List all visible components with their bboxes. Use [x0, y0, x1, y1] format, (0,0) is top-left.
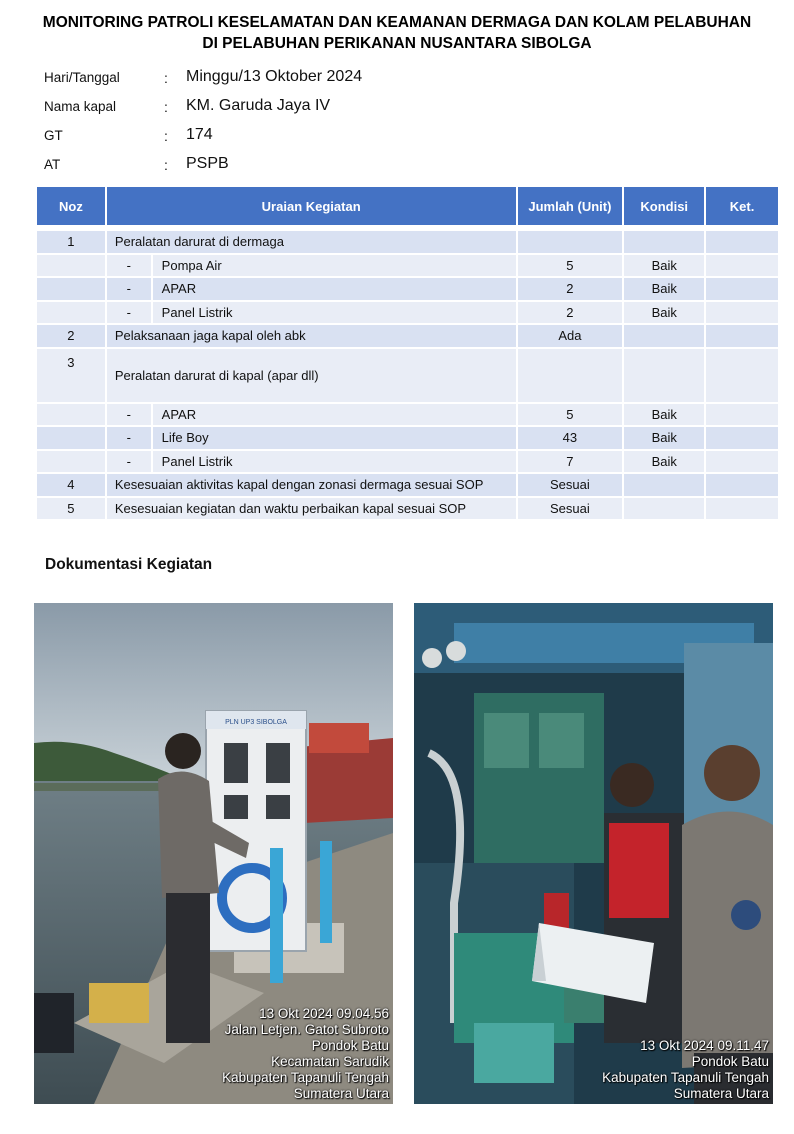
cell-description: Kesesuaian aktivitas kapal dengan zonasi dermaga sesuai SOP [106, 473, 517, 497]
cell-quantity: 5 [517, 403, 624, 427]
table-row [36, 254, 779, 278]
meta-value-at: PSPB [186, 155, 229, 172]
cell-no [36, 426, 106, 450]
cell-dash: - [106, 277, 152, 301]
cell-no: 2 [36, 324, 106, 348]
cell-notes [705, 301, 779, 325]
cell-dash: - [106, 301, 152, 325]
cell-condition: Baik [623, 277, 705, 301]
table-row [36, 473, 779, 497]
cell-condition: Baik [623, 403, 705, 427]
header-notes: Ket. [705, 186, 779, 226]
cell-notes [705, 277, 779, 301]
cell-condition: Baik [623, 301, 705, 325]
cell-dash: - [106, 403, 152, 427]
title-line-1: MONITORING PATROLI KESELAMATAN DAN KEAMANAN DERMAGA DAN KOLAM PELABUHAN [42, 14, 752, 31]
table-header-row [36, 186, 779, 226]
cell-condition: Baik [623, 254, 705, 278]
cell-notes [705, 497, 779, 521]
cell-no [36, 277, 106, 301]
stamp-line: Jalan Letjen. Gatot Subroto [224, 1022, 389, 1037]
photo-2-timestamp [602, 1038, 769, 1102]
cell-notes [705, 426, 779, 450]
cell-quantity: 2 [517, 301, 624, 325]
stamp-line: Pondok Batu [691, 1054, 769, 1069]
table-row [36, 403, 779, 427]
stamp-line: Sumatera Utara [293, 1086, 389, 1101]
cell-description: Pelaksanaan jaga kapal oleh abk [106, 324, 517, 348]
meta-label: GT [44, 128, 63, 143]
cell-dash: - [106, 450, 152, 474]
cell-description: APAR [152, 277, 517, 301]
header-description: Uraian Kegiatan [106, 186, 517, 226]
table-row [36, 301, 779, 325]
table-row [36, 324, 779, 348]
cell-description: Life Boy [152, 426, 517, 450]
cell-description: Kesesuaian kegiatan dan waktu perbaikan kapal sesuai SOP [106, 497, 517, 521]
table-row [36, 348, 779, 403]
meta-label: Nama kapal [44, 99, 117, 114]
cell-no [36, 403, 106, 427]
header-condition: Kondisi [623, 186, 705, 226]
cell-description: Peralatan darurat di kapal (apar dll) [106, 348, 517, 403]
table-row [36, 277, 779, 301]
stamp-line: Kecamatan Sarudik [271, 1054, 389, 1069]
cell-notes [705, 403, 779, 427]
stamp-line: Kabupaten Tapanuli Tengah [602, 1070, 769, 1085]
header-quantity: Jumlah (Unit) [517, 186, 624, 226]
cell-notes [705, 324, 779, 348]
cell-description: Pompa Air [152, 254, 517, 278]
meta-label: AT [44, 157, 61, 172]
table-row [36, 450, 779, 474]
cell-dash: - [106, 426, 152, 450]
photo-1-timestamp [222, 1006, 389, 1102]
cell-quantity: 5 [517, 254, 624, 278]
meta-colon: : [164, 157, 168, 173]
document-title [0, 12, 794, 54]
table-row [36, 426, 779, 450]
stamp-line: 13 Okt 2024 09.11.47 [640, 1038, 769, 1053]
cell-notes [705, 348, 779, 403]
documentation-heading: Dokumentasi Kegiatan [45, 556, 213, 573]
cell-quantity: 2 [517, 277, 624, 301]
cell-condition [623, 497, 705, 521]
cell-condition [623, 324, 705, 348]
cell-quantity: Ada [517, 324, 624, 348]
title-line-2: DI PELABUHAN PERIKANAN NUSANTARA SIBOLGA [202, 35, 592, 52]
meta-colon: : [164, 128, 168, 144]
cell-no: 1 [36, 230, 106, 254]
cell-notes [705, 254, 779, 278]
cell-quantity: 43 [517, 426, 624, 450]
stamp-line: Sumatera Utara [673, 1086, 769, 1101]
cell-condition: Baik [623, 450, 705, 474]
cell-no [36, 254, 106, 278]
cell-quantity: 7 [517, 450, 624, 474]
cell-notes [705, 450, 779, 474]
cell-no [36, 301, 106, 325]
inspection-table [35, 185, 780, 521]
stamp-line: Pondok Batu [311, 1038, 389, 1053]
cell-quantity [517, 230, 624, 254]
stamp-line: 13 Okt 2024 09.04.56 [259, 1006, 389, 1021]
cell-description: Panel Listrik [152, 301, 517, 325]
cell-no: 4 [36, 473, 106, 497]
meta-colon: : [164, 99, 168, 115]
meta-value-date: Minggu/13 Oktober 2024 [186, 68, 363, 85]
cell-condition: Baik [623, 426, 705, 450]
cell-description: Panel Listrik [152, 450, 517, 474]
cell-dash: - [106, 254, 152, 278]
cell-quantity [517, 348, 624, 403]
meta-label: Hari/Tanggal [44, 70, 120, 85]
photo-engine-room-inspection [414, 603, 773, 1104]
cell-condition [623, 473, 705, 497]
cell-condition [623, 230, 705, 254]
photo-harbor-inspection [34, 603, 393, 1104]
table-row [36, 230, 779, 254]
table-row [36, 497, 779, 521]
header-no: Noz [36, 186, 106, 226]
cell-condition [623, 348, 705, 403]
cell-description: Peralatan darurat di dermaga [106, 230, 517, 254]
stamp-line: Kabupaten Tapanuli Tengah [222, 1070, 389, 1085]
meta-value-ship-name: KM. Garuda Jaya IV [186, 97, 331, 114]
meta-colon: : [164, 70, 168, 86]
cell-notes [705, 230, 779, 254]
cell-no [36, 450, 106, 474]
cell-quantity: Sesuai [517, 497, 624, 521]
engine-room-photo-image [414, 603, 773, 1104]
cell-notes [705, 473, 779, 497]
cell-no: 5 [36, 497, 106, 521]
cell-no: 3 [36, 348, 106, 403]
meta-value-gt: 174 [186, 126, 213, 143]
cell-quantity: Sesuai [517, 473, 624, 497]
pillar-sign-text: PLN UP3 SIBOLGA [225, 719, 287, 726]
cell-description: APAR [152, 403, 517, 427]
